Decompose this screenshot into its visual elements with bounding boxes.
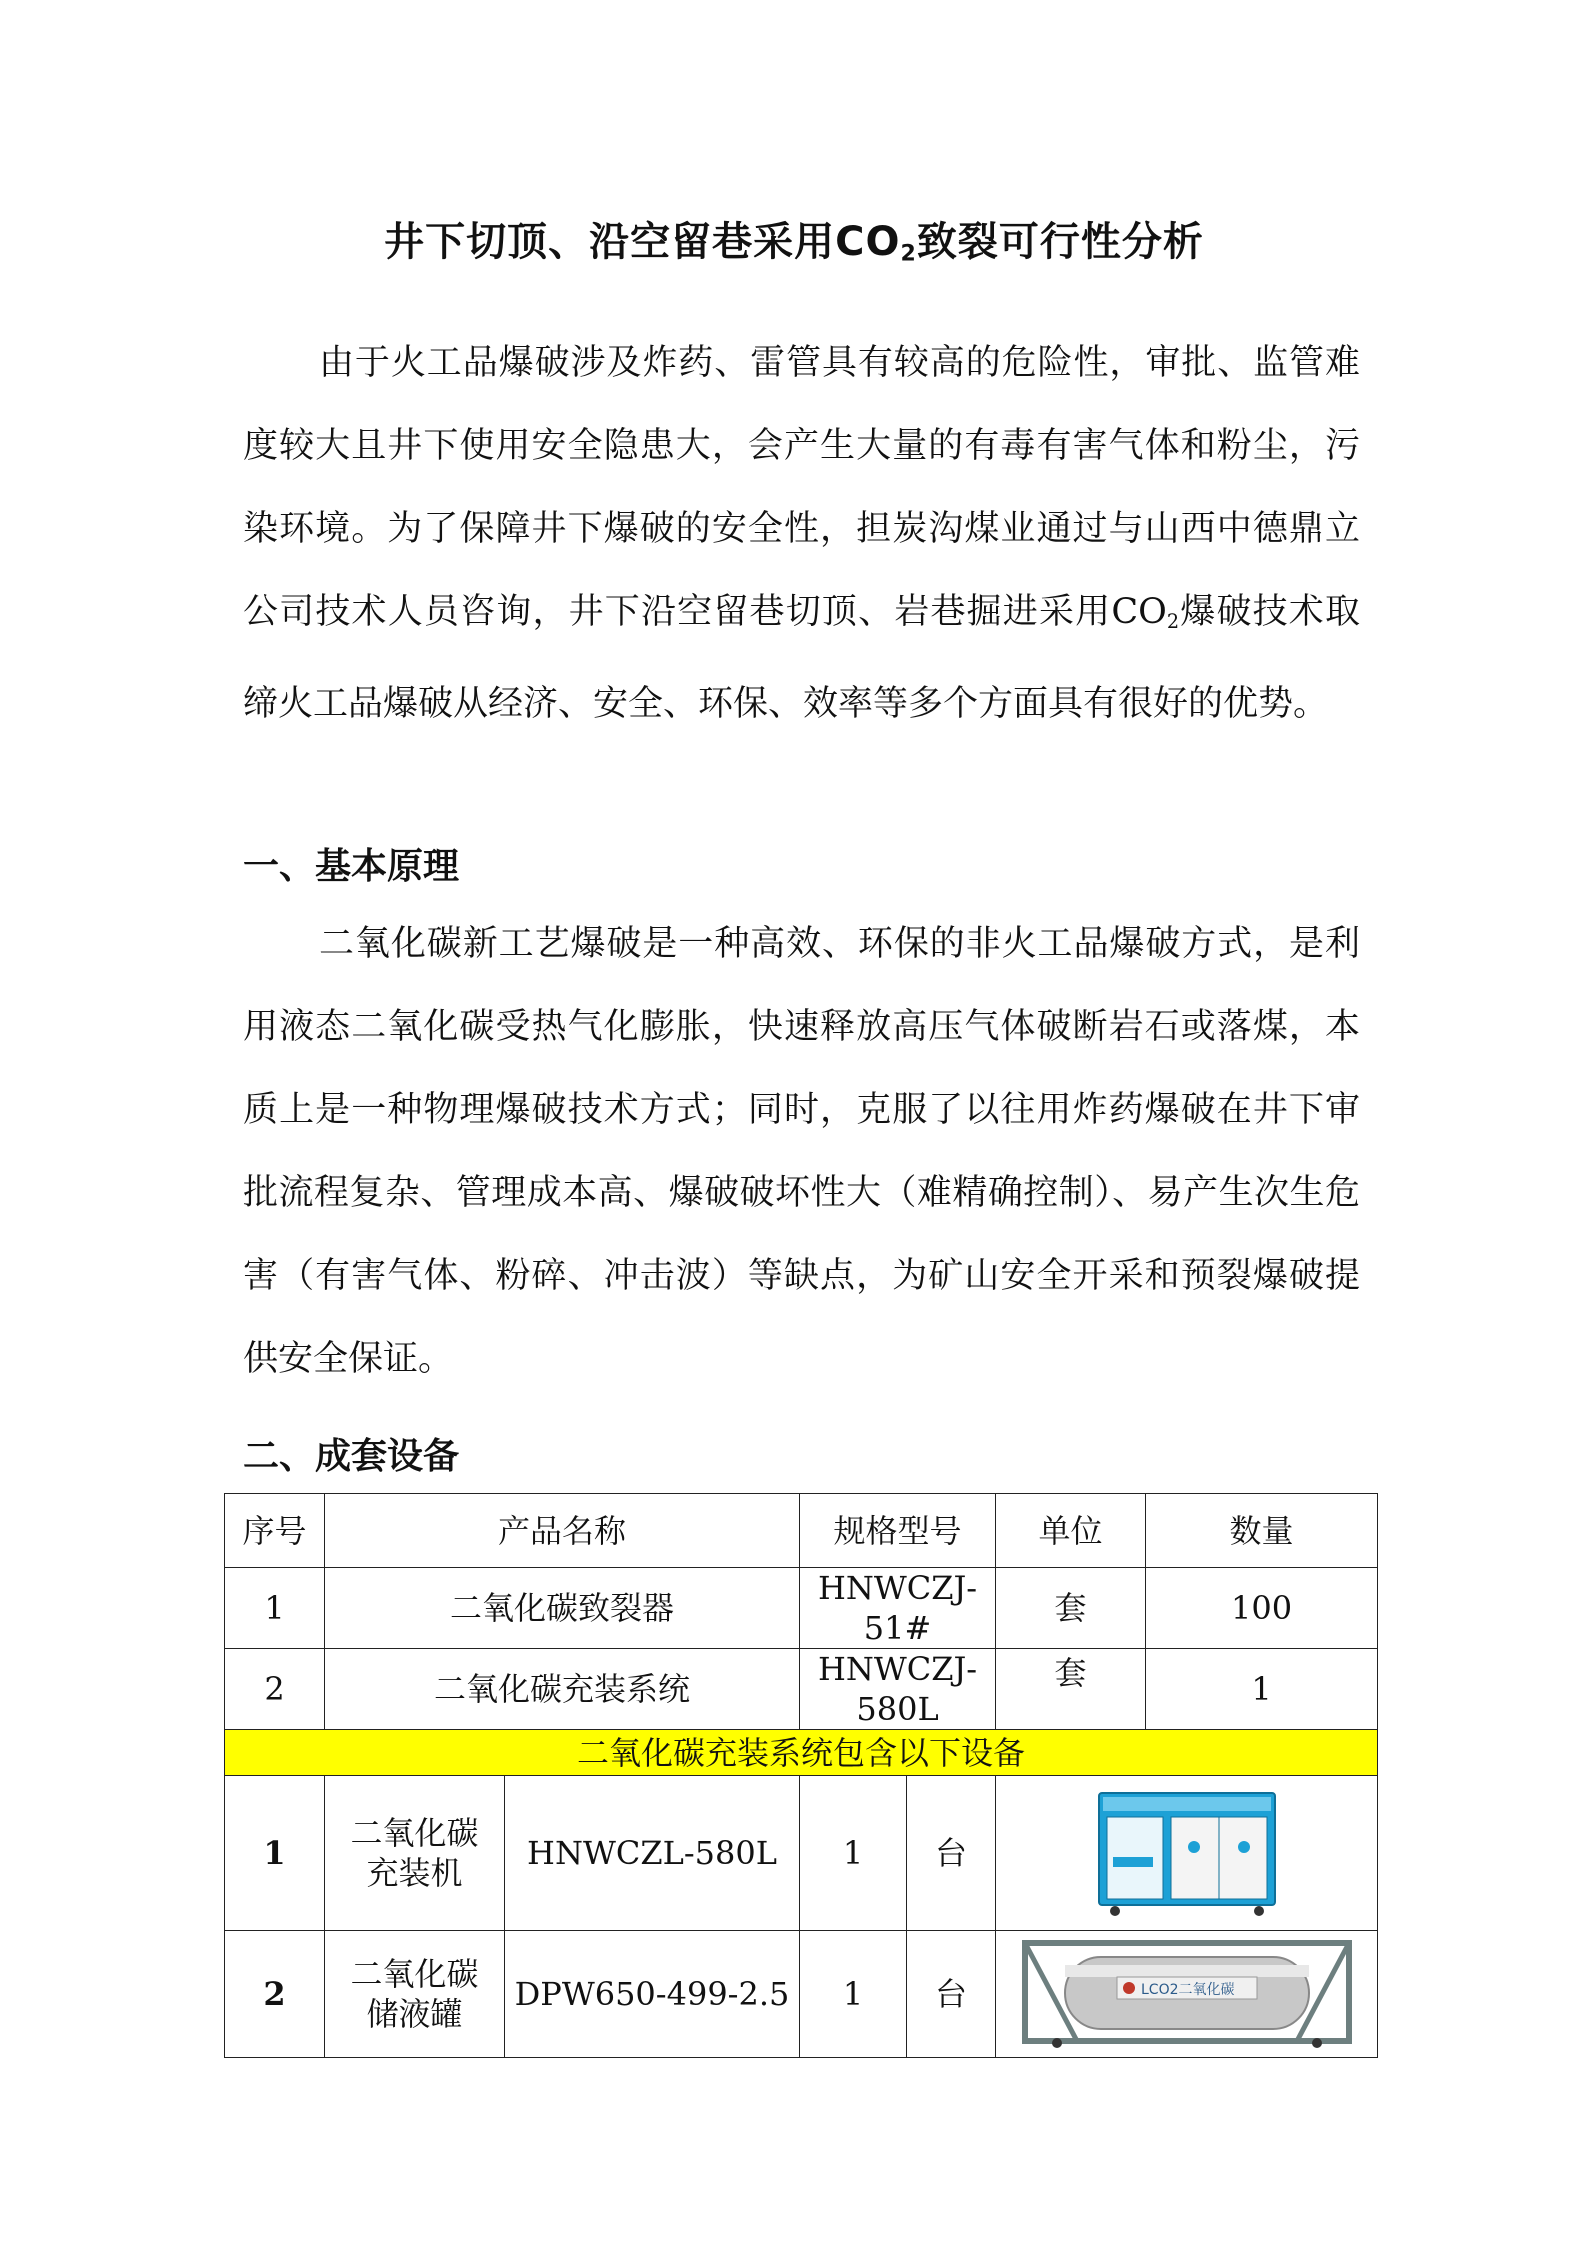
band-label: 二氧化碳充装系统包含以下设备 — [225, 1730, 1378, 1776]
row-qty: 1 — [800, 1776, 907, 1931]
table-row — [225, 1649, 1378, 1730]
row-model: HNWCZJ-580L — [800, 1649, 996, 1730]
row-qty: 1 — [800, 1931, 907, 2058]
header-no: 序号 — [225, 1494, 325, 1568]
row-qty: 100 — [1146, 1568, 1378, 1649]
storage-tank-photo — [1017, 1935, 1357, 2053]
row-no: 1 — [225, 1776, 325, 1931]
storage-tank-image — [996, 1931, 1378, 2058]
row-name: 二氧化碳充装系统 — [325, 1649, 800, 1730]
table-band-row — [225, 1730, 1378, 1776]
equipment-table — [224, 1493, 1378, 2058]
table-row — [225, 1568, 1378, 1649]
row-model: DPW650-499-2.5 — [505, 1931, 800, 2058]
table-row — [225, 1931, 1378, 2058]
row-name: 二氧化碳储液罐 — [325, 1931, 505, 2058]
row-unit: 台 — [907, 1931, 996, 2058]
row-name: 二氧化碳致裂器 — [325, 1568, 800, 1649]
table-row — [225, 1776, 1378, 1931]
section-heading-equipment: 二、成套设备 — [243, 1436, 460, 1477]
header-unit: 单位 — [996, 1494, 1146, 1568]
row-no: 2 — [225, 1931, 325, 2058]
row-unit: 套 — [996, 1568, 1146, 1649]
row-unit: 台 — [907, 1776, 996, 1931]
row-unit: 套 — [996, 1649, 1146, 1730]
document-title: 井下切顶、沿空留巷采用$CO_2$致裂可行性分析 — [384, 219, 1204, 267]
principle-paragraph: 二氧化碳新工艺爆破是一种高效、环保的非火工品爆破方式，是利用液态二氧化碳受热气化膨胀，快速释放高压气体破断岩石或落煤，本质上是一种物理爆破技术方式；同时，克服了以往用炸药爆破在井下审批流程复杂、管理成本高、爆破破坏性大（难精确控制）、易产生次生危害（有害气体、粉碎、冲击波）等缺点，为矿山安全开采和预裂爆破提供安全保证。 — [243, 924, 1360, 1379]
header-qty: 数量 — [1146, 1494, 1378, 1568]
svg-text:LCO2二氧化碳: LCO2二氧化碳 — [1140, 1982, 1235, 1998]
row-model: HNWCZL-580L — [505, 1776, 800, 1931]
row-no: 2 — [225, 1649, 325, 1730]
row-model: HNWCZJ-51# — [800, 1568, 996, 1649]
intro-paragraph: 由于火工品爆破涉及炸药、雷管具有较高的危险性，审批、监管难度较大且井下使用安全隐患大，会产生大量的有毒有害气体和粉尘，污染环境。为了保障井下爆破的安全性，担炭沟煤业通过与山西中德鼎立公司技术人员咨询，井下沿空留巷切顶、岩巷掘进采用$CO_2$爆破技术取缔火工品爆破从经济、安全、环保、效率等多个方面具有很好的优势。 — [243, 343, 1360, 724]
row-name: 二氧化碳充装机 — [325, 1776, 505, 1931]
row-qty: 1 — [1146, 1649, 1378, 1730]
header-name: 产品名称 — [325, 1494, 800, 1568]
filling-machine-image — [996, 1776, 1378, 1931]
section-heading-principle: 一、基本原理 — [243, 846, 460, 887]
table-header-row — [225, 1494, 1378, 1568]
filling-machine-photo — [1089, 1787, 1285, 1919]
row-no: 1 — [225, 1568, 325, 1649]
header-model: 规格型号 — [800, 1494, 996, 1568]
